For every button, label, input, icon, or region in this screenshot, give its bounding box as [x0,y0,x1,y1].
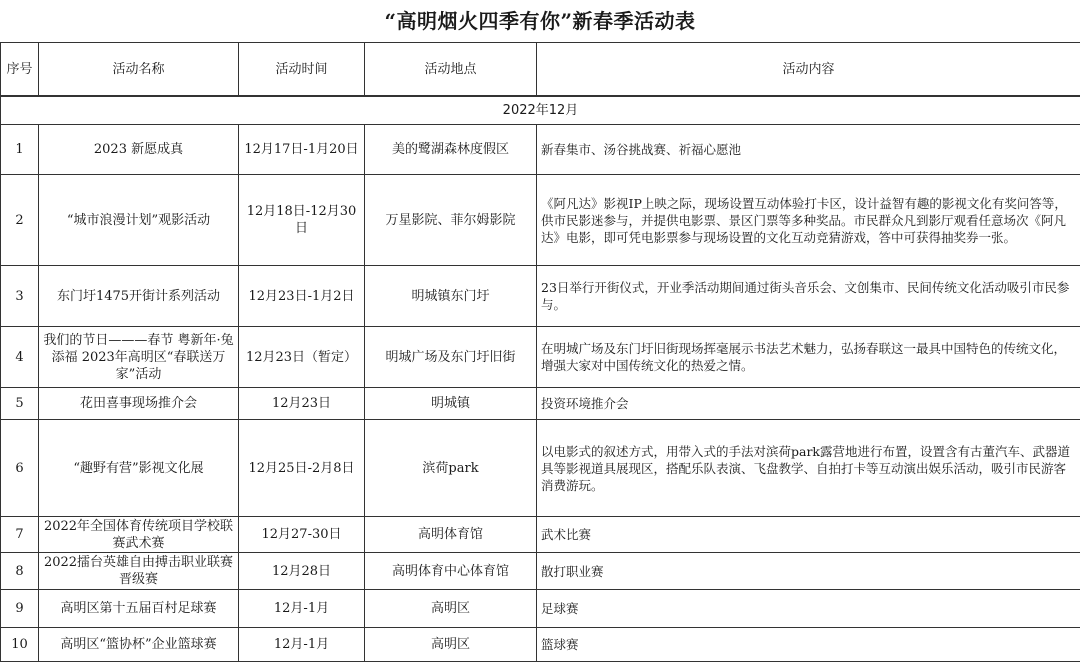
table-row [1,517,1080,553]
sheet-title: “高明烟火四季有你”新春季活动表 [384,9,696,33]
header-row [1,43,1080,97]
row-content: 在明城广场及东门圩旧街现场挥毫展示书法艺术魅力，弘扬春联这一最具中国特色的传统文化，增强大家对中国传统文化的热爱之情。 [537,327,1080,388]
row-place: 明城广场及东门圩旧街 [365,327,537,388]
row-content: 篮球赛 [537,628,1080,662]
row-content: 足球赛 [537,590,1080,628]
row-time: 12月28日 [239,553,365,590]
row-no: 10 [1,628,39,662]
header-no: 序号 [1,43,39,97]
row-content: 《阿凡达》影视IP上映之际，现场设置互动体验打卡区，设计益智有趣的影视文化有奖问答等，供市民影迷参与，并提供电影票、景区门票等多种奖品。市民群众凡到影厅观看任意场次《阿凡达》电影，即可凭电影票参与现场设置的文化互动竞猜游戏，答中可获得抽奖券一张。 [537,175,1080,266]
row-name: 花田喜事现场推介会 [39,388,239,420]
row-no: 9 [1,590,39,628]
table-row [1,125,1080,175]
row-time: 12月-1月 [239,590,365,628]
row-content: 投资环境推介会 [537,388,1080,420]
row-no: 6 [1,420,39,517]
row-place: 滨荷park [365,420,537,517]
row-name: 我们的节日———春节 粤新年·兔添福 2023年高明区“春联送万家”活动 [39,327,239,388]
activity-table [0,42,1080,662]
row-no: 5 [1,388,39,420]
header-content: 活动内容 [537,43,1080,97]
row-no: 2 [1,175,39,266]
row-time: 12月23日-1月2日 [239,266,365,327]
row-place: 高明区 [365,628,537,662]
row-place: 高明区 [365,590,537,628]
row-name: 2022擂台英雄自由搏击职业联赛晋级赛 [39,553,239,590]
row-content: 23日举行开街仪式，开业季活动期间通过街头音乐会、文创集市、民间传统文化活动吸引市民参与。 [537,266,1080,327]
row-time: 12月25日-2月8日 [239,420,365,517]
table-row [1,175,1080,266]
row-place: 高明体育中心体育馆 [365,553,537,590]
table-row [1,388,1080,420]
table-row [1,553,1080,590]
row-time: 12月23日（暂定） [239,327,365,388]
row-time: 12月17日-1月20日 [239,125,365,175]
row-no: 3 [1,266,39,327]
row-content: 散打职业赛 [537,553,1080,590]
header-time: 活动时间 [239,43,365,97]
header-name: 活动名称 [39,43,239,97]
row-content: 以电影式的叙述方式，用带入式的手法对滨荷park露营地进行布置，设置含有古董汽车、武器道具等影视道具展现区，搭配乐队表演、飞盘教学、自拍打卡等互动演出娱乐活动，吸引市民游客消费游玩。 [537,420,1080,517]
row-place: 明城镇东门圩 [365,266,537,327]
row-time: 12月23日 [239,388,365,420]
row-time: 12月27-30日 [239,517,365,553]
row-place: 明城镇 [365,388,537,420]
row-content: 新春集市、汤谷挑战赛、祈福心愿池 [537,125,1080,175]
table-row [1,420,1080,517]
table-row [1,590,1080,628]
row-name: 东门圩1475开街计系列活动 [39,266,239,327]
row-name: 高明区“篮协杯”企业篮球赛 [39,628,239,662]
row-no: 7 [1,517,39,553]
row-no: 8 [1,553,39,590]
row-place: 美的鹭湖森林度假区 [365,125,537,175]
row-place: 高明体育馆 [365,517,537,553]
row-no: 1 [1,125,39,175]
row-time: 12月-1月 [239,628,365,662]
row-content: 武术比赛 [537,517,1080,553]
table-row [1,327,1080,388]
table-row [1,266,1080,327]
row-name: 2022年全国体育传统项目学校联赛武术赛 [39,517,239,553]
table-row [1,628,1080,662]
row-time: 12月18日-12月30日 [239,175,365,266]
row-name: “城市浪漫计划”观影活动 [39,175,239,266]
row-no: 4 [1,327,39,388]
row-place: 万星影院、菲尔姆影院 [365,175,537,266]
row-name: 高明区第十五届百村足球赛 [39,590,239,628]
row-name: “趣野有营”影视文化展 [39,420,239,517]
row-name: 2023 新愿成真 [39,125,239,175]
month-row [1,96,1080,125]
month-label: 2022年12月 [1,96,1080,125]
header-place: 活动地点 [365,43,537,97]
